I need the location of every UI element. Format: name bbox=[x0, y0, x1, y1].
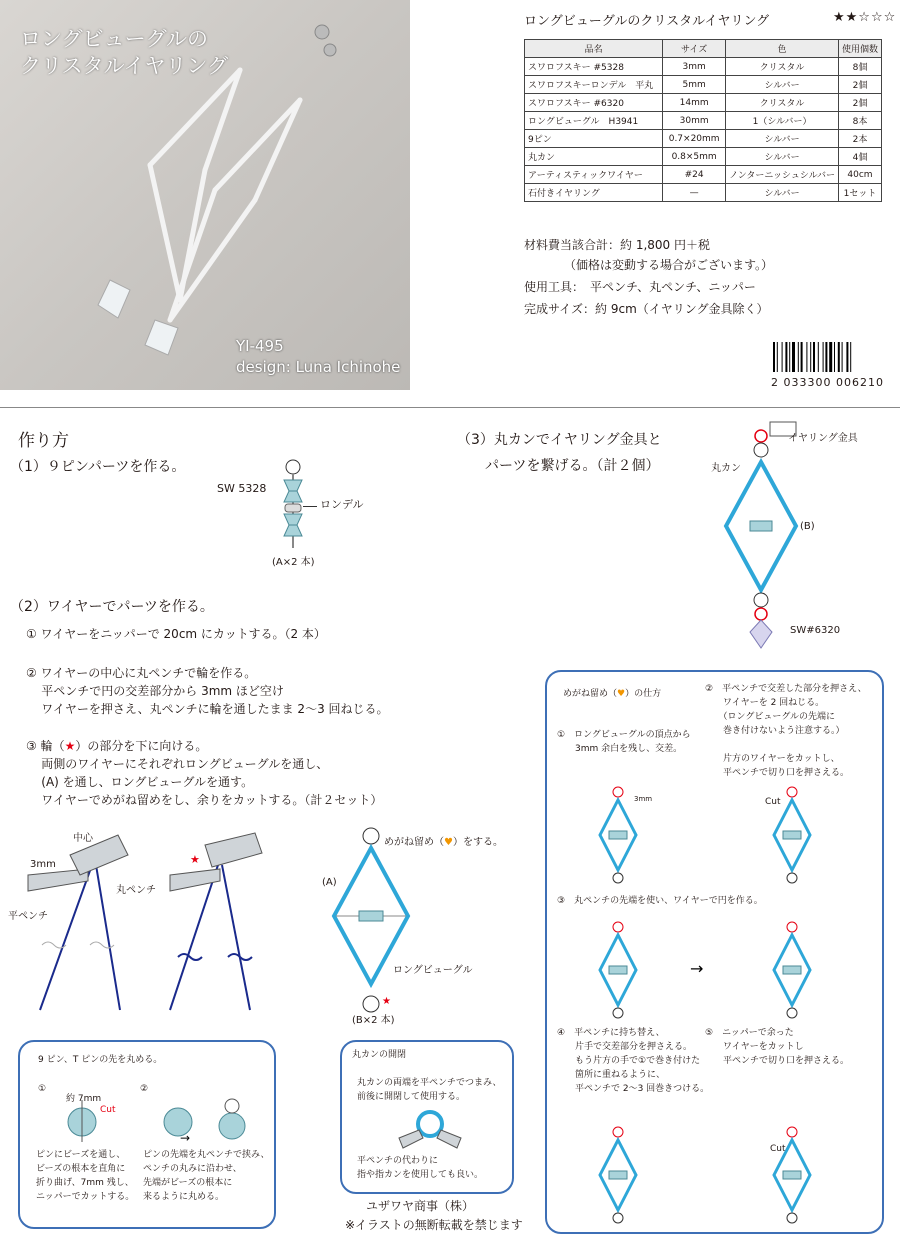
barcode-bar bbox=[846, 342, 848, 372]
column-header: サイズ bbox=[663, 40, 726, 58]
table-cell: 4個 bbox=[838, 148, 881, 166]
barcode bbox=[773, 342, 885, 372]
megane-diagram-1 bbox=[600, 787, 636, 883]
megane-step4: ④ 平ペンチに持ち替え、 片手で交差部分を押さえる。 もう片方の手で①で巻き付けた 箇所に重ねるように、 平ペンチで 2〜3 回巻きつける。 bbox=[557, 1028, 710, 1094]
barcode-bar bbox=[829, 342, 832, 372]
table-row bbox=[525, 94, 882, 112]
table-cell: 40cm bbox=[838, 166, 881, 184]
table-cell: 2個 bbox=[838, 94, 881, 112]
table-row bbox=[525, 166, 882, 184]
label-sw5328: SW 5328 bbox=[217, 482, 267, 495]
column-header: 品名 bbox=[525, 40, 663, 58]
table-cell: スワロフスキー #6320 bbox=[525, 94, 663, 112]
svg-text:→: → bbox=[180, 1131, 191, 1144]
company-name: ユザワヤ商事（株） bbox=[366, 1199, 475, 1213]
table-row bbox=[525, 130, 882, 148]
pin-tip-text2: ピンの先端を丸ペンチで挟み、 ペンチの丸みに沿わせ、 先端がビーズの根本に 来るように丸める。 bbox=[143, 1150, 270, 1202]
table-cell: 9ピン bbox=[525, 130, 663, 148]
table-cell: クリスタル bbox=[726, 94, 839, 112]
table-cell: 1（シルバー） bbox=[726, 112, 839, 130]
table-cell: ノンターニッシュシルバー bbox=[726, 166, 839, 184]
megane-cut-label-1: Cut bbox=[765, 797, 781, 807]
barcode-bar bbox=[782, 342, 783, 372]
table-cell: シルバー bbox=[726, 130, 839, 148]
difficulty-stars: ★★☆☆☆ bbox=[833, 10, 897, 25]
table-cell: 2個 bbox=[838, 76, 881, 94]
barcode-bar bbox=[842, 342, 843, 372]
table-row bbox=[525, 58, 882, 76]
pin-tip-title: 9 ピン、T ピンの先を丸める。 bbox=[38, 1055, 163, 1065]
label-A-count: (A×2 本) bbox=[272, 557, 315, 568]
photo-title: ロングビューグルの クリスタルイヤリング bbox=[20, 27, 229, 78]
svg-text:★: ★ bbox=[382, 996, 391, 1007]
product-title: ロングビューグルのクリスタルイヤリング bbox=[524, 14, 770, 29]
step2-title: （2）ワイヤーでパーツを作る。 bbox=[10, 599, 214, 615]
tools: 使用工具： 平ペンチ、丸ペンチ、ニッパー bbox=[524, 280, 756, 294]
step3-diagram bbox=[708, 418, 818, 658]
label-earring-fitting: イヤリング金具 bbox=[788, 433, 858, 444]
leader-line bbox=[303, 506, 317, 507]
barcode-bar bbox=[850, 342, 851, 372]
step2-instruction-3: ③ 輪（★）の部分を下に向ける。 bbox=[26, 739, 208, 753]
pin-tip-text1: ピンにビーズを通し、 ビーズの根本を直角に 折り曲げ、7mm 残し、 ニッパーでカットする。 bbox=[36, 1150, 135, 1202]
megane-cut-label-2: Cut bbox=[770, 1144, 786, 1154]
cost-note: （価格は変動する場合がございます。） bbox=[564, 258, 774, 272]
table-cell: スワロフスキー #5328 bbox=[525, 58, 663, 76]
barcode-bar bbox=[813, 342, 815, 372]
step1-title: （1）９ピンパーツを作る。 bbox=[10, 459, 186, 475]
label-sw6320: SW#6320 bbox=[790, 625, 841, 636]
column-header: 使用個数 bbox=[838, 40, 881, 58]
ninepin-diagram bbox=[270, 458, 320, 558]
barcode-number: 2 033300 006210 bbox=[771, 376, 884, 389]
label-B-count: (B×2 本) bbox=[352, 1015, 395, 1026]
table-cell: 8個 bbox=[838, 58, 881, 76]
megane-step5: ⑤ ニッパーで余った ワイヤーをカットし 平ペンチで切り口を押さえる。 bbox=[705, 1028, 850, 1066]
label-B: (B) bbox=[800, 521, 815, 532]
materials-table bbox=[524, 39, 882, 202]
barcode-bar bbox=[789, 342, 790, 372]
barcode-bar bbox=[801, 342, 803, 372]
column-header: 色 bbox=[726, 40, 839, 58]
megane-step3: ③ 丸ペンチの先端を使い、ワイヤーで円を作る。 bbox=[557, 896, 763, 906]
megane-3mm-label: 3mm bbox=[634, 795, 653, 803]
label-A: (A) bbox=[322, 877, 337, 888]
label-3mm: 3mm bbox=[30, 859, 56, 870]
step3-title: （3）丸カンでイヤリング金具と パーツを繋げる。（計２個） bbox=[457, 432, 662, 474]
howto-title: 作り方 bbox=[18, 431, 69, 451]
table-header-row bbox=[525, 40, 882, 58]
barcode-bar bbox=[777, 342, 778, 372]
barcode-bar bbox=[818, 342, 819, 372]
label-round-pliers: 丸ペンチ bbox=[116, 885, 156, 896]
megane-step1: ① ロングビューグルの頂点から 3mm 余白を残し、交差。 bbox=[557, 730, 691, 754]
barcode-bar bbox=[785, 342, 787, 372]
megane-diagram-2 bbox=[774, 787, 810, 883]
arrow-icon: → bbox=[690, 959, 704, 978]
table-cell: クリスタル bbox=[726, 58, 839, 76]
table-cell: 丸カン bbox=[525, 148, 663, 166]
label-jump-ring: 丸カン bbox=[711, 463, 741, 474]
photo-credit: YI-495 design: Luna Ichinohe bbox=[236, 337, 401, 376]
pin-tip-step2-num: ② bbox=[140, 1084, 149, 1094]
table-cell: 5mm bbox=[663, 76, 726, 94]
megane-diagrams bbox=[550, 770, 870, 1230]
part-B-diagram bbox=[326, 826, 416, 1022]
table-cell: シルバー bbox=[726, 184, 839, 202]
table-cell: 30mm bbox=[663, 112, 726, 130]
table-cell: 1セット bbox=[838, 184, 881, 202]
megane-title: めがね留め（♥）の仕方 bbox=[563, 689, 662, 699]
table-cell: #24 bbox=[663, 166, 726, 184]
pin-tip-length: 約 7mm bbox=[66, 1094, 102, 1104]
barcode-bar bbox=[773, 342, 775, 372]
table-cell: 14mm bbox=[663, 94, 726, 112]
barcode-bar bbox=[792, 342, 795, 372]
pin-tip-cut: Cut bbox=[100, 1105, 116, 1115]
table-row bbox=[525, 112, 882, 130]
table-cell: 石付きイヤリング bbox=[525, 184, 663, 202]
megane-diagram-3 bbox=[600, 922, 636, 1018]
section-divider bbox=[0, 407, 900, 408]
barcode-bar bbox=[825, 342, 827, 372]
jump-ring-diagram bbox=[395, 1108, 465, 1150]
label-center: 中心 bbox=[73, 833, 93, 844]
barcode-bar bbox=[834, 342, 835, 372]
label-long-bugle: ロングビューグル bbox=[393, 965, 473, 976]
barcode-bar bbox=[838, 342, 840, 372]
copyright-notice: ※イラストの無断転載を禁じます bbox=[345, 1218, 523, 1232]
barcode-bar bbox=[823, 342, 824, 372]
barcode-bar bbox=[806, 342, 807, 372]
pin-diagram bbox=[60, 1094, 260, 1144]
table-cell: スワロフスキーロンデル 平丸 bbox=[525, 76, 663, 94]
label-flat-pliers: 平ペンチ bbox=[8, 911, 48, 922]
table-cell: シルバー bbox=[726, 76, 839, 94]
step2-instruction-1: ① ワイヤーをニッパーで 20cm にカットする。（2 本） bbox=[26, 627, 326, 641]
label-rondelle: ロンデル bbox=[320, 498, 364, 511]
table-cell: 0.7×20mm bbox=[663, 130, 726, 148]
table-cell: 3mm bbox=[663, 58, 726, 76]
table-cell: — bbox=[663, 184, 726, 202]
label-megane: めがね留め（♥）をする。 bbox=[384, 837, 503, 848]
ring-tip-text2: 平ペンチの代わりに 指や指カンを使用しても良い。 bbox=[357, 1156, 484, 1180]
pin-tip-step1-num: ① bbox=[38, 1084, 47, 1094]
step2-instruction-3-detail: 両側のワイヤーにそれぞれロングビューグルを通し、 (A) を通し、ロングビューグルを通す。 ワイヤーでめがね留めをし、余りをカットする。（計２セット） bbox=[41, 757, 383, 807]
finished-size: 完成サイズ：約 9cm（イヤリング金具除く） bbox=[524, 302, 769, 316]
megane-diagram-5 bbox=[774, 1127, 810, 1223]
table-cell: アーティスティックワイヤー bbox=[525, 166, 663, 184]
step2-instruction-2: ② ワイヤーの中心に丸ペンチで輪を作る。 平ペンチで円の交差部分から 3mm ほど空け ワイヤーを押さえ、丸ペンチに輪を通したまま 2〜3 回ねじる。 bbox=[26, 666, 389, 716]
table-row bbox=[525, 184, 882, 202]
barcode-bar bbox=[798, 342, 799, 372]
megane-diagram-3b bbox=[774, 922, 810, 1018]
table-cell: シルバー bbox=[726, 148, 839, 166]
ring-tip-title: 丸カンの開閉 bbox=[352, 1050, 407, 1060]
table-cell: 2本 bbox=[838, 130, 881, 148]
megane-step2: ② 平ペンチで交差した部分を押さえ、 ワイヤーを 2 回ねじる。 （ロングビューグルの先端に 巻き付けないよう注意する。） 片方のワイヤーをカットし、 平ペンチで切り口を押さえる。 bbox=[705, 684, 867, 778]
cost-total: 材料費当該合計：約 1,800 円＋税 bbox=[524, 238, 710, 252]
table-cell: 8本 bbox=[838, 112, 881, 130]
table-cell: ロングビューグル H3941 bbox=[525, 112, 663, 130]
svg-text:★: ★ bbox=[190, 853, 200, 866]
megane-diagram-4 bbox=[600, 1127, 636, 1223]
ring-tip-text1: 丸カンの両端を平ペンチでつまみ、 前後に開閉して使用する。 bbox=[357, 1078, 502, 1102]
table-cell: 0.8×5mm bbox=[663, 148, 726, 166]
table-row bbox=[525, 148, 882, 166]
barcode-bar bbox=[810, 342, 811, 372]
table-row bbox=[525, 76, 882, 94]
